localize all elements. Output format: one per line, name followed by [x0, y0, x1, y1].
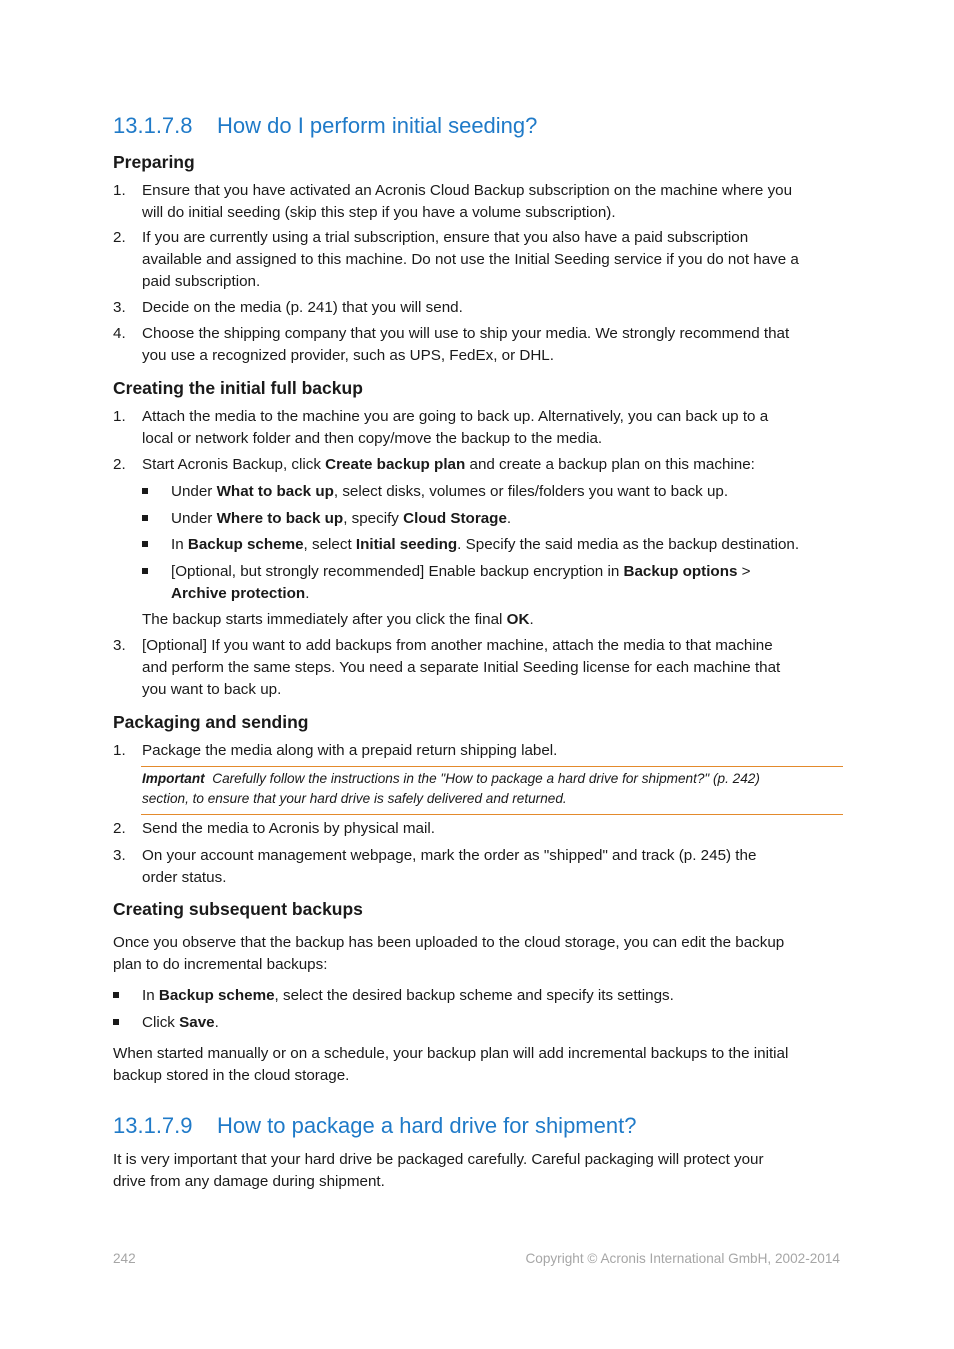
text-line: plan to do incremental backups:: [113, 956, 328, 973]
paragraph-outro: [113, 1043, 788, 1087]
text-line: order status.: [142, 869, 227, 886]
list-number: 1.: [113, 408, 126, 425]
text-line: [Optional] If you want to add backups from another machine, attach the media to that machine: [142, 637, 773, 654]
text-line: If you are currently using a trial subscription, ensure that you also have a paid subscription: [142, 229, 749, 246]
page-number: 242: [113, 1251, 136, 1266]
section-heading-package-hard-drive: [113, 1113, 636, 1139]
bullet-square-icon: [142, 541, 148, 547]
text-line: available and assigned to this machine. Do not use the Initial Seeding service if you do not have a: [142, 251, 799, 268]
list-number: 2.: [113, 820, 126, 837]
text-line: Send the media to Acronis by physical mail.: [142, 820, 435, 837]
note-line: Important Carefully follow the instructions in the "How to package a hard drive for shipment?" (p. 242): [142, 771, 760, 786]
list-number: 4.: [113, 325, 126, 342]
list-number: 2.: [113, 456, 126, 473]
section-title: How to package a hard drive for shipment?: [217, 1113, 637, 1138]
important-note: [141, 766, 843, 815]
text-line: On your account management webpage, mark the order as "shipped" and track (p. 245) the: [142, 847, 757, 864]
bullet-square-icon: [113, 1019, 119, 1025]
text-line: Package the media along with a prepaid return shipping label.: [142, 742, 558, 759]
list-number: 1.: [113, 182, 126, 199]
subheading-subsequent-backups: Creating subsequent backups: [113, 899, 363, 919]
paragraph-packaging-intro: [113, 1149, 764, 1193]
text-line: you use a recognized provider, such as UPS, FedEx, or DHL.: [142, 347, 554, 364]
note-line: section, to ensure that your hard drive is safely delivered and returned.: [142, 791, 567, 806]
text-line: Decide on the media (p. 241) that you will send.: [142, 299, 463, 316]
subheading-packaging: Packaging and sending: [113, 712, 309, 732]
bullet-square-icon: [113, 992, 119, 998]
bullet-square-icon: [142, 488, 148, 494]
text-line: drive from any damage during shipment.: [113, 1173, 385, 1190]
text-line: and perform the same steps. You need a separate Initial Seeding license for each machine that: [142, 659, 781, 676]
section-number: 13.1.7.8: [113, 113, 193, 138]
text-line: Attach the media to the machine you are going to back up. Alternatively, you can back up to a: [142, 408, 769, 425]
text-line: Ensure that you have activated an Acronis Cloud Backup subscription on the machine where you: [142, 182, 793, 199]
text-line: backup stored in the cloud storage.: [113, 1067, 350, 1084]
text-line: local or network folder and then copy/move the backup to the media.: [142, 430, 603, 447]
text-line: paid subscription.: [142, 273, 261, 290]
ui-term-create-backup-plan: Create backup plan: [325, 456, 466, 473]
text-line: will do initial seeding (skip this step if you have a volume subscription).: [142, 204, 616, 221]
text-line: Choose the shipping company that you will use to ship your media. We strongly recommend that: [142, 325, 790, 342]
list-number: 3.: [113, 847, 126, 864]
text-line: Start Acronis Backup, click Create backup plan and create a backup plan on this machine:: [142, 456, 755, 473]
bullet-square-icon: [142, 515, 148, 521]
bullet-square-icon: [142, 568, 148, 574]
list-number: 2.: [113, 229, 126, 246]
subheading-initial-full-backup: Creating the initial full backup: [113, 378, 363, 398]
subheading-preparing: Preparing: [113, 152, 195, 172]
list-number: 3.: [113, 637, 126, 654]
list-number: 1.: [113, 742, 126, 759]
section-title: How do I perform initial seeding?: [217, 113, 538, 138]
paragraph-intro: [113, 932, 784, 976]
section-number: 13.1.7.9: [113, 1113, 193, 1138]
text-line: The backup starts immediately after you click the final OK.: [142, 611, 534, 628]
section-heading-initial-seeding: [113, 113, 537, 139]
list-number: 3.: [113, 299, 126, 316]
copyright: Copyright © Acronis International GmbH, 2002-2014: [525, 1251, 840, 1266]
text-line: you want to back up.: [142, 681, 282, 698]
text-line: It is very important that your hard drive be packaged carefully. Careful packaging will protect your: [113, 1151, 764, 1168]
note-label: Important: [142, 771, 205, 786]
text-line: Once you observe that the backup has been uploaded to the cloud storage, you can edit the backup: [113, 934, 785, 951]
text-line: When started manually or on a schedule, your backup plan will add incremental backups to the initial: [113, 1045, 789, 1062]
